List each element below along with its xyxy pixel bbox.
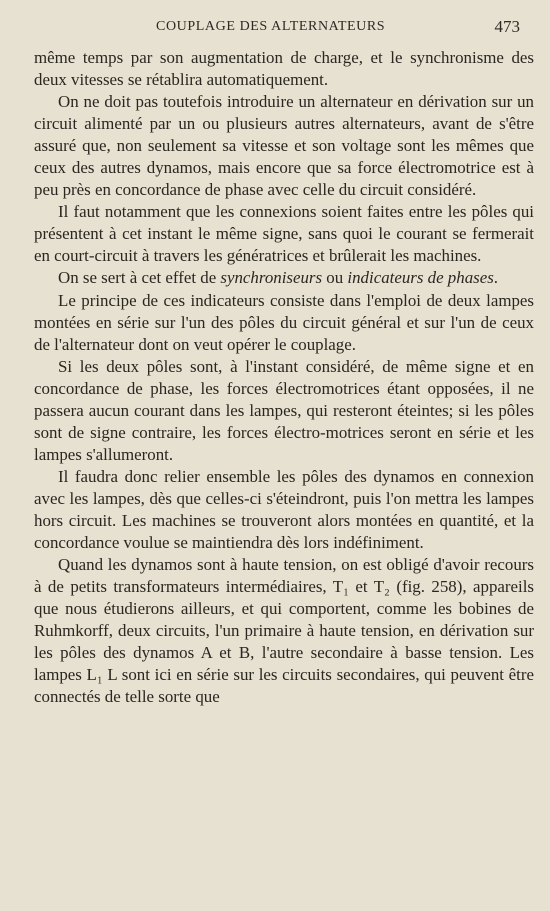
paragraph-text: On se sert à cet effet de	[58, 268, 221, 288]
italic-term-indicateurs: indicateurs de phases	[347, 268, 494, 288]
paragraph-text: .	[493, 268, 499, 288]
paragraph	[34, 267, 534, 289]
paragraph: Il faut notamment que les connexions soient faites entre les pôles qui présentent à cet instant le même signe, sans quoi le courant se fermerait en court-circuit à travers les génératrices et brûlerait les machines.	[34, 202, 534, 266]
page-header	[32, 16, 526, 40]
paragraph: Si les deux pôles sont, à l'instant considéré, de même signe et en concordance de phase, les forces électromotrices étant opposées, il ne passera aucun courant dans les lampes, qui resteront éteintes; si les pôles sont de signe contraire, les forces électro-motrices seront en série et les lampes s'allumeront.	[34, 356, 534, 464]
paragraph: On ne doit pas toutefois introduire un alternateur en dérivation sur un circuit alimenté par un ou plusieurs autres alternateurs, avant de s'être assuré que, non seulement sa vitesse et son voltage sont les mêmes que ceux des autres dynamos, mais encore que sa force électromotrice est à peu près en concordance de phase avec celle du circuit considéré.	[34, 92, 534, 200]
paragraph: Il faudra donc relier ensemble les pôles des dynamos en connexion avec les lampes, dès que celles-ci s'éteindront, puis l'on mettra les lampes hors circuit. Les machines se trouveront alors montées en quantité, et la concordance voulue se maintiendra dès lors indéfiniment.	[34, 466, 534, 553]
body-text	[34, 47, 534, 708]
paragraph: Quand les dynamos sont à haute tension, on est obligé d'avoir recours à de petits transformateurs intermédiaires, T₁ et T₂ (fig. 258), appareils que nous étudierons ailleurs, et qui comportent, comme les bobines de Ruhmkorff, deux circuits, l'un primaire à haute tension, en dérivation sur les pôles des dynamos A et B, l'autre secondaire à basse tension. Les lampes L₁ L sont ici en série sur les circuits secondaires, qui peuvent être connectés de telle sorte que	[34, 555, 534, 707]
italic-term-synchroniseurs: synchroniseurs	[220, 268, 323, 288]
page-number: 473	[494, 17, 520, 36]
running-head: COUPLAGE DES ALTERNATEURS	[156, 19, 386, 34]
paragraph-text: ou	[322, 268, 348, 288]
paragraph: même temps par son augmentation de charge, et le synchronisme des deux vitesses se rétablira automatiquement.	[34, 48, 534, 90]
paragraph: Le principe de ces indicateurs consiste dans l'emploi de deux lampes montées en série sur l'un des pôles du circuit général et sur l'un de ceux de l'alternateur dont on veut opérer le couplage.	[34, 290, 534, 354]
